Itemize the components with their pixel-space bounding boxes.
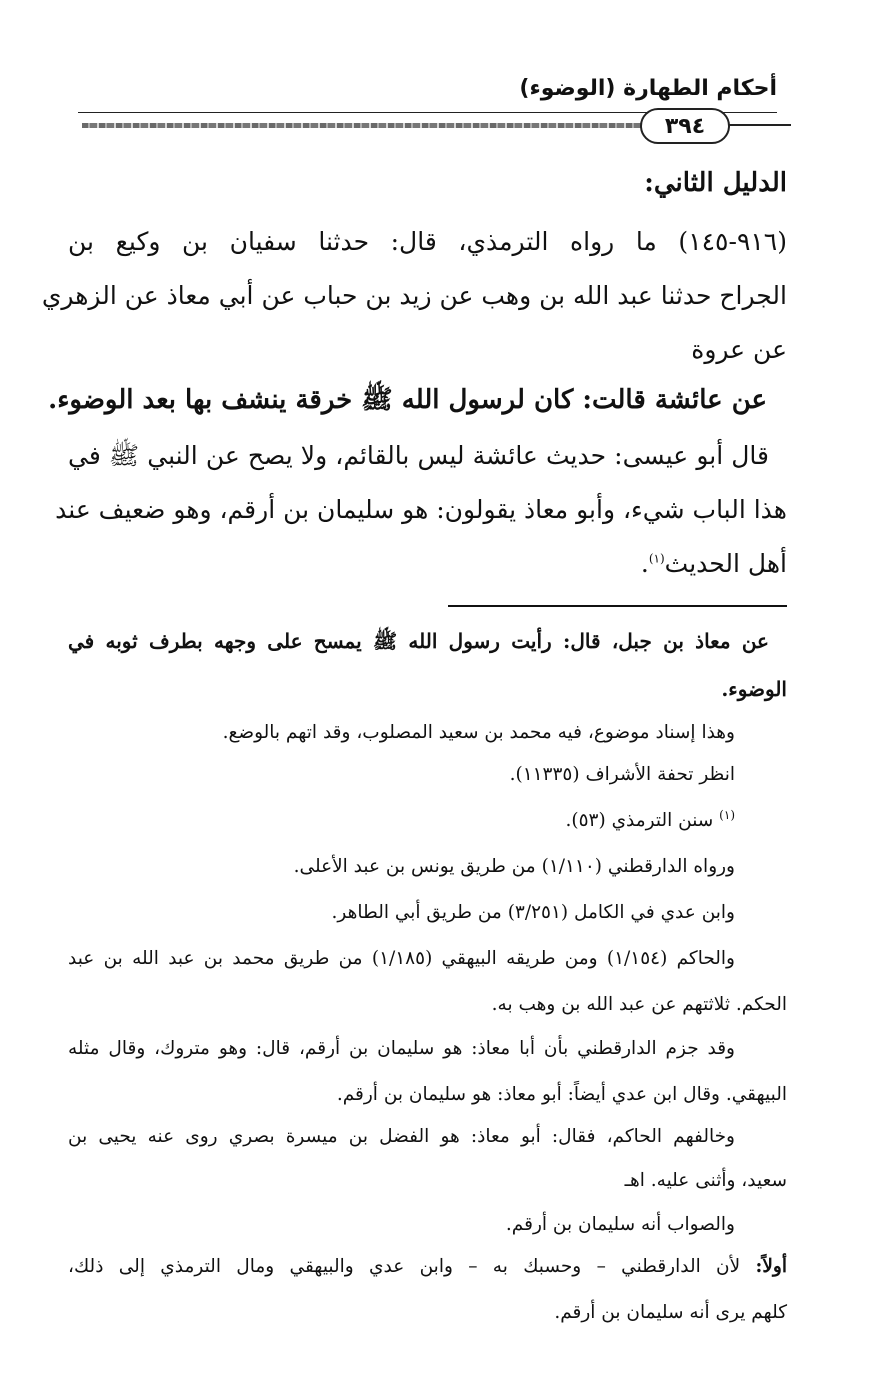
footnote-line: والحاكم (١/١٥٤) ومن طريقه البيهقي (١/١٨٥) من طريق محمد بن عبد الله بن عبد (68, 948, 735, 969)
footnote-line: الحكم. ثلاثتهم عن عبد الله بن وهب به. (491, 994, 787, 1015)
footnote-reference: (١) (648, 551, 665, 566)
footnote-line: وخالفهم الحاكم، فقال: أبو معاذ: هو الفضل بن ميسرة بصري روى عنه يحيى بن (68, 1126, 735, 1147)
main-text-line: هذا الباب شيء، وأبو معاذ يقولون: هو سليمان بن أرقم، وهو ضعيف عند (55, 495, 787, 524)
footnote-line (68, 806, 735, 836)
main-text-line (68, 544, 787, 584)
footnote-line: والصواب أنه سليمان بن أرقم. (505, 1214, 735, 1235)
footnote-hadith: الوضوء. (721, 677, 787, 701)
footnote-line: وقد جزم الدارقطني بأن أبا معاذ: هو سليمان بن أرقم، قال: وهو متروك، وقال مثله (68, 1038, 735, 1059)
reason-label: أولاً: (755, 1256, 787, 1277)
footnote-line (68, 1252, 787, 1282)
hadith-text: عن عائشة قالت: كان لرسول الله ﷺ خرقة ينشف بها بعد الوضوء. (48, 385, 767, 415)
footnote-hadith: عن معاذ بن جبل، قال: رأيت رسول الله ﷺ يمسح على وجهه بطرف ثوبه في (68, 629, 769, 653)
sentence-period: . (640, 549, 649, 578)
footnote-text: سنن الترمذي (٥٣). (565, 810, 714, 831)
main-text-line: قال أبو عيسى: حديث عائشة ليس بالقائم، ولا يصح عن النبي ﷺ في (68, 441, 769, 470)
main-text-line: (٩١٦-١٤٥) ما رواه الترمذي، قال: حدثنا سفيان بن وكيع بن (68, 227, 787, 256)
section-heading: الدليل الثاني: (644, 168, 787, 198)
main-text-line: عن عروة (691, 335, 787, 364)
header-rule-right (726, 124, 791, 126)
main-text-line: الجراح حدثنا عبد الله بن وهب عن زيد بن حباب عن أبي معاذ عن الزهري (41, 281, 787, 310)
page-number: ٣٩٤ (640, 108, 730, 144)
footnote-line: سعيد، وأثنى عليه. اهـ (624, 1170, 787, 1191)
footnote-line: انظر تحفة الأشراف (١١٣٣٥). (509, 764, 735, 785)
footnote-line: وهذا إسناد موضوع، فيه محمد بن سعيد المصلوب، وقد اتهم بالوضع. (222, 722, 735, 743)
footnote-line: كلهم يرى أنه سليمان بن أرقم. (554, 1302, 787, 1323)
reason-text: لأن الدارقطني – وحسبك به – وابن عدي والبيهقي ومال الترمذي إلى ذلك، (68, 1256, 741, 1277)
footnote-line: وابن عدي في الكامل (٣/٢٥١) من طريق أبي الطاهر. (331, 902, 735, 923)
book-title: أحكام الطهارة (الوضوء) (519, 76, 777, 101)
footnote-line: ورواه الدارقطني (١/١١٠) من طريق يونس بن عبد الأعلى. (293, 856, 735, 877)
main-text-line-end: أهل الحديث (664, 549, 787, 578)
footnote-marker: (١) (719, 807, 735, 822)
footnote-line: البيهقي. وقال ابن عدي أيضاً: أبو معاذ: هو سليمان بن أرقم. (336, 1084, 787, 1105)
header-ornament-rule (82, 123, 642, 128)
footnote-separator (448, 605, 787, 607)
